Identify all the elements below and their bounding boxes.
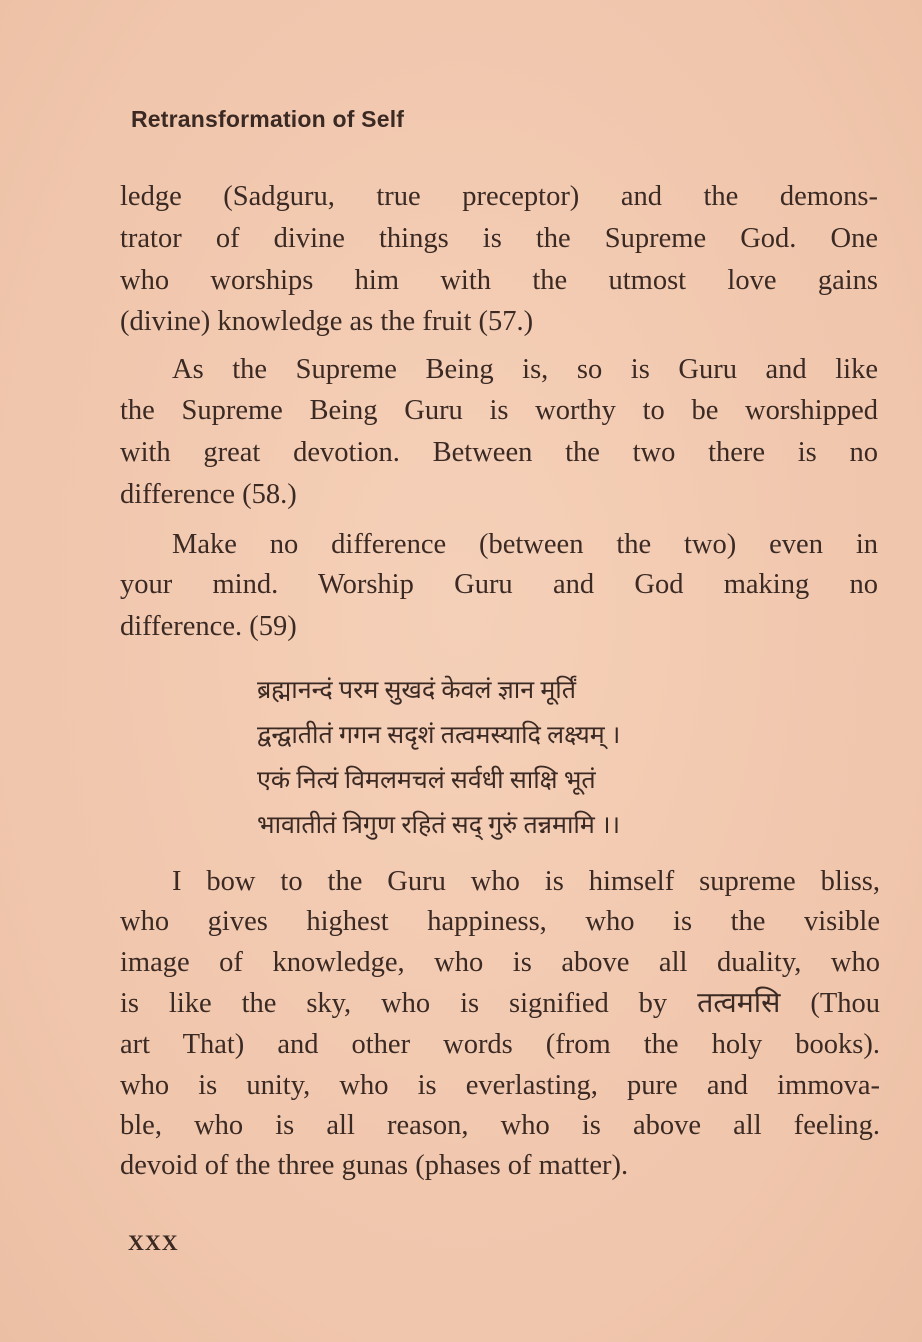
text-line: devoid of the three gunas (phases of matter). [120,1150,629,1181]
verse-line: ब्रह्मानन्दं परम सुखदं केवलं ज्ञान मूर्तिं [257,677,577,704]
text-line: ble, who is all reason, who is above all feeling. [120,1110,880,1141]
text-line: difference (58.) [120,479,297,510]
text-line: who gives highest happiness, who is the visible [120,906,880,937]
verse-line: द्वन्द्वातीतं गगन सदृशं तत्वमस्यादि लक्ष्यम् । [257,722,621,749]
text-line: the Supreme Being Guru is worthy to be worshipped [120,395,878,426]
text-line: your mind. Worship Guru and God making no [120,569,878,600]
running-header: Retransformation of Self [131,106,405,132]
text-line: trator of divine things is the Supreme God. One [120,223,878,254]
text-line: who worships him with the utmost love gains [120,265,878,296]
text-line: art That) and other words (from the holy books). [120,1029,880,1060]
verse-line: एकं नित्यं विमलमचलं सर्वधी साक्षि भूतं [257,767,596,794]
text-line: difference. (59) [120,611,297,642]
text-line: Make no difference (between the two) even in [172,529,878,560]
text-line: ledge (Sadguru, true preceptor) and the demons- [120,181,878,212]
text-line: is like the sky, who is signified by तत्वमसि (Thou [120,988,880,1019]
text-line: with great devotion. Between the two there is no [120,437,878,468]
text-line: who is unity, who is everlasting, pure and immova- [120,1070,880,1101]
text-line: (divine) knowledge as the fruit (57.) [120,306,534,337]
verse-line: भावातीतं त्रिगुण रहितं सद् गुरुं तन्नमामि ।। [257,812,621,839]
text-line: I bow to the Guru who is himself supreme bliss, [172,866,880,897]
text-line: image of knowledge, who is above all duality, who [120,947,880,978]
page-number: XXX [128,1230,179,1255]
text-line: As the Supreme Being is, so is Guru and like [172,354,878,385]
